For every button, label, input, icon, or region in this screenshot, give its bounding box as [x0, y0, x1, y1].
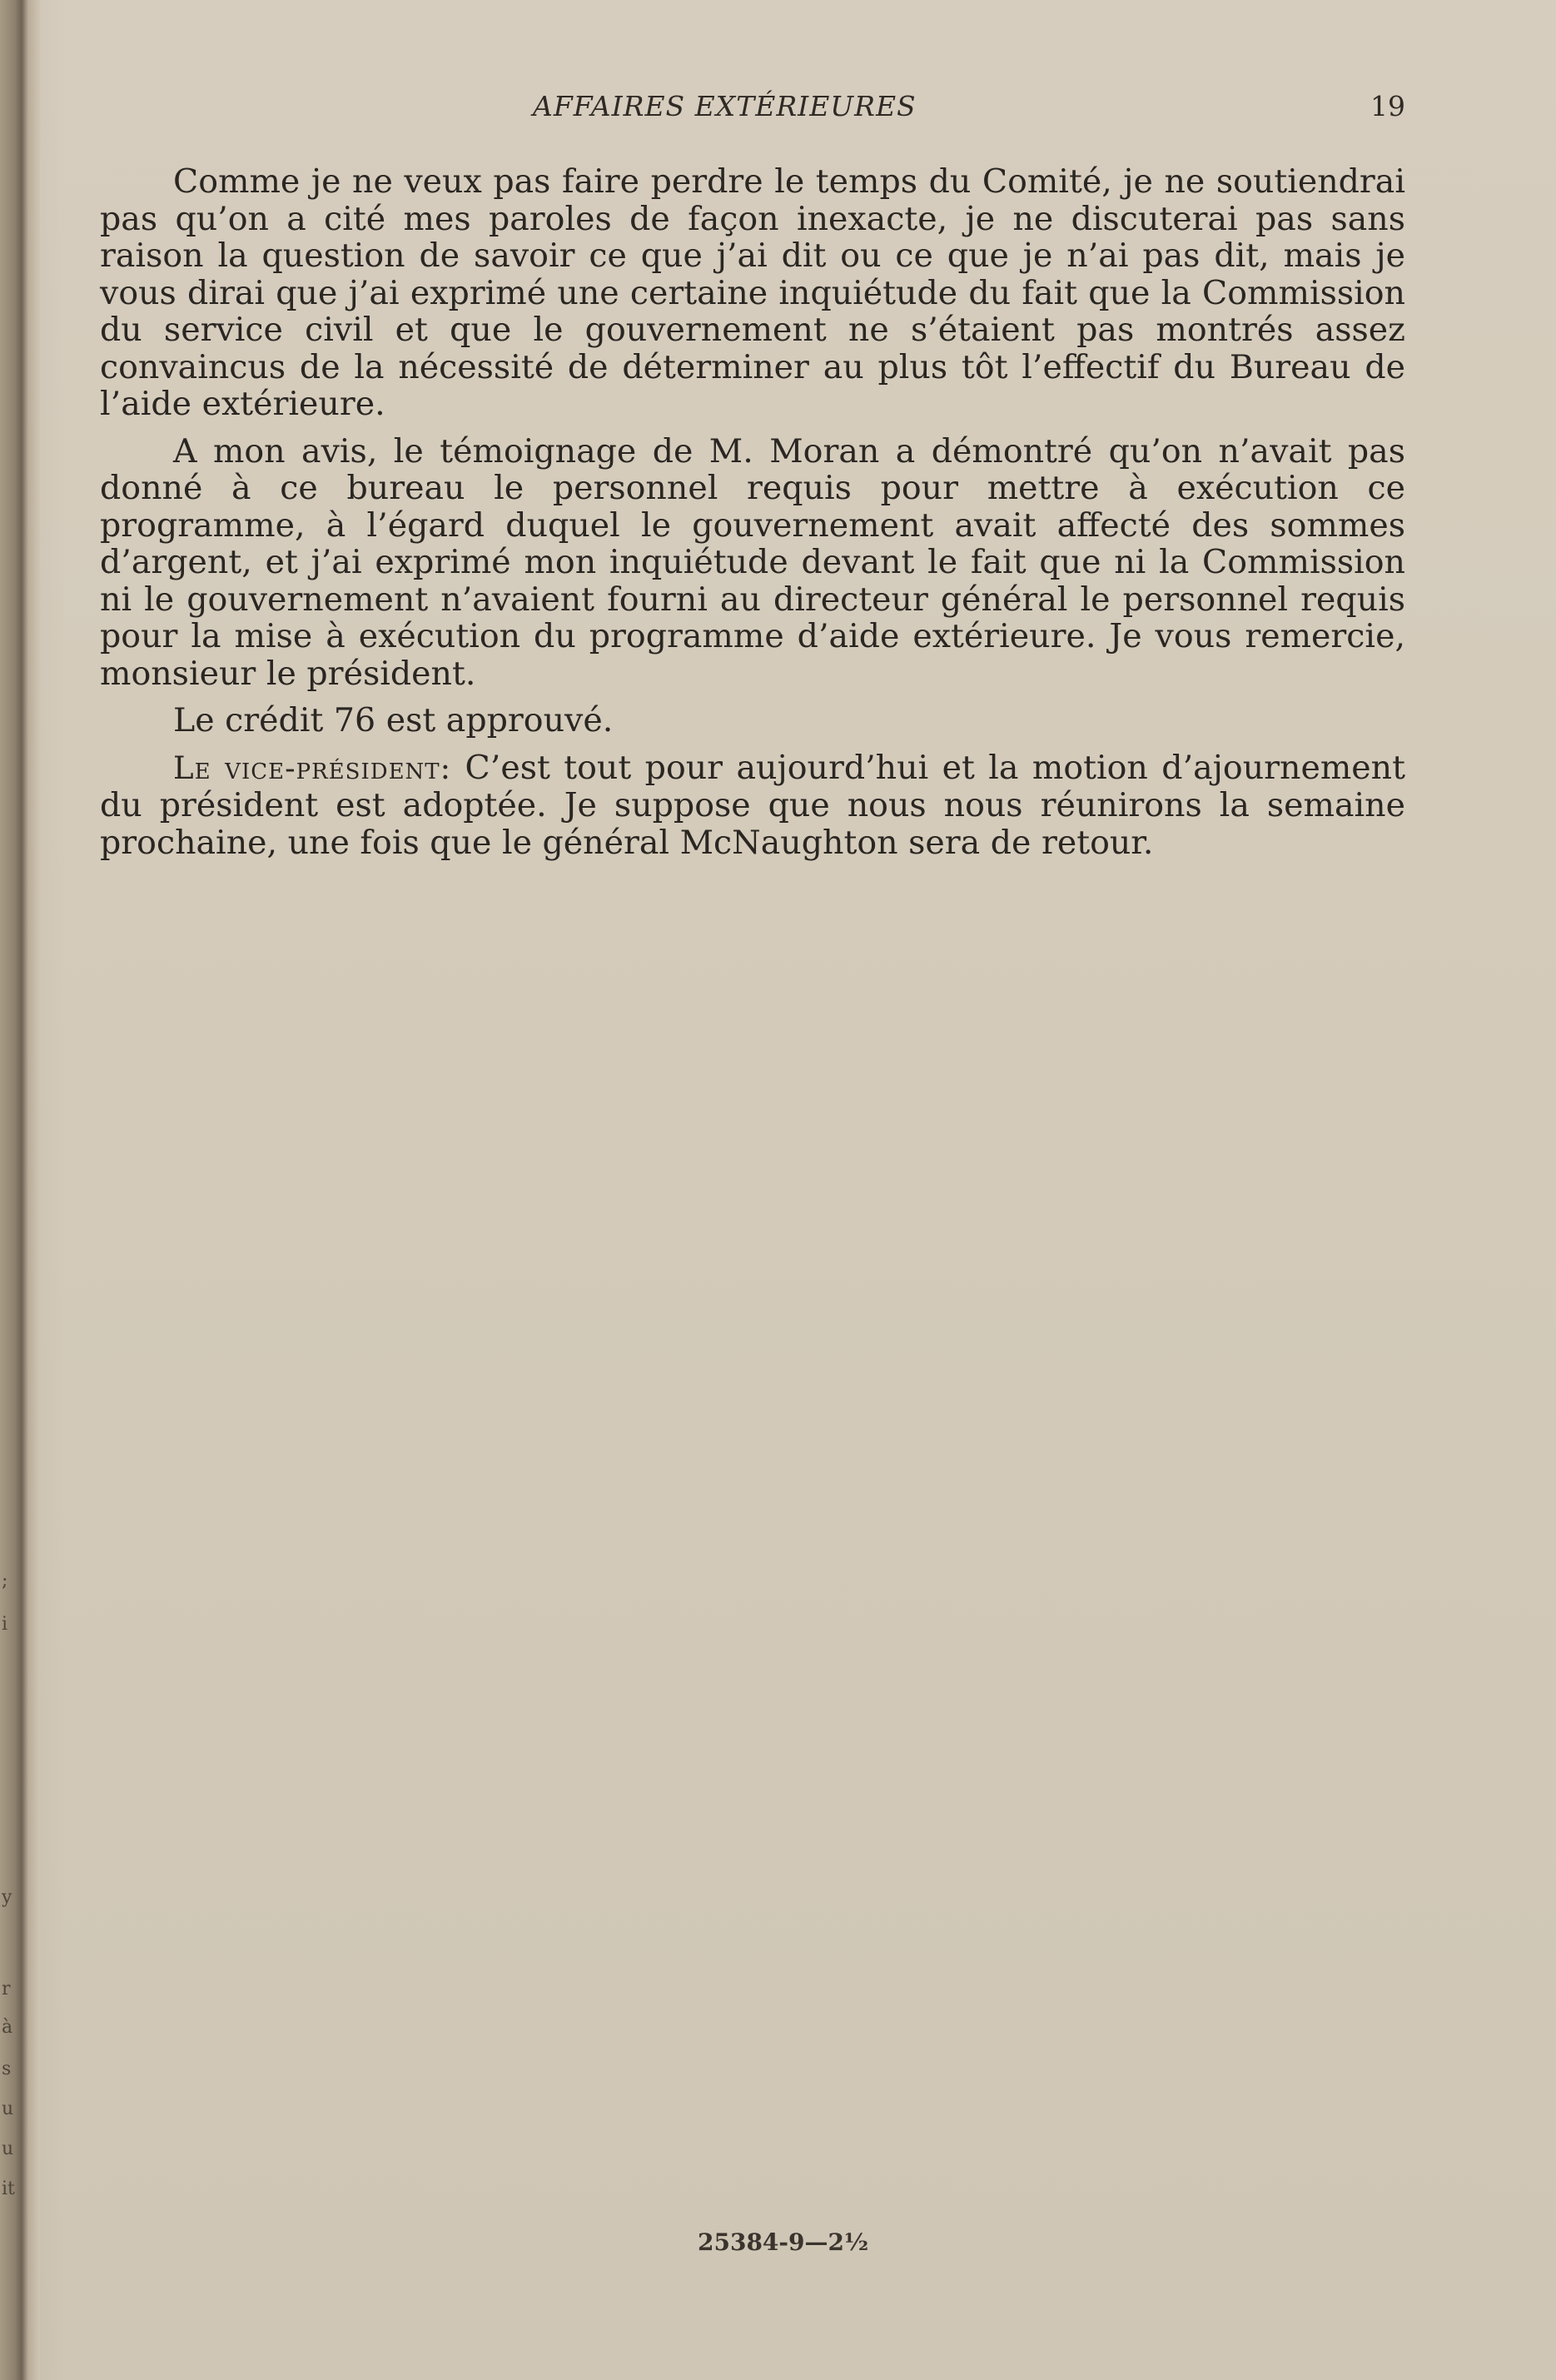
paragraph: Le crédit 76 est approuvé. — [173, 701, 614, 739]
page-number: 19 — [1370, 90, 1405, 122]
margin-bleed-char: ; — [2, 1571, 8, 1591]
print-code: 25384-9—2½ — [698, 2228, 869, 2256]
margin-bleed-char: à — [2, 2017, 13, 2038]
margin-bleed-char: r — [2, 1979, 11, 1999]
page-header — [100, 90, 1405, 127]
body-text — [100, 163, 1405, 871]
speaker-remarks: C’est tout pour aujourd’hui et la motion d’ajournement du président est adoptée. Je suppose que nous nous réunirons la semaine prochaine, une fois que le général McNaughton sera de retour. — [100, 748, 1405, 862]
speaker-label: Le vice-président: — [173, 749, 452, 786]
margin-bleed-char: u — [2, 2099, 14, 2119]
margin-bleed-char: u — [2, 2139, 14, 2159]
margin-bleed-char: s — [2, 2059, 12, 2079]
paragraph: A mon avis, le témoignage de M. Moran a démontré qu’on n’avait pas donné à ce bureau le personnel requis pour mettre à exécution ce programme, à l’égard duquel le gouvernement avait affecté des sommes d’argent, et j’ai exprimé mon inquiétude devant le fait que ni la Commission ni le gouvernement n’avaient fourni au directeur général le personnel requis pour la mise à exécution du programme d’aide extérieure. Je vous remercie, monsieur le président. — [100, 431, 1405, 693]
paragraph — [100, 749, 1405, 862]
margin-bleed-char: y — [2, 1887, 12, 1908]
margin-bleed-char: it — [2, 2178, 15, 2199]
running-title: AFFAIRES EXTÉRIEURES — [533, 90, 917, 122]
paragraph: Comme je ne veux pas faire perdre le temps du Comité, je ne soutiendrai pas qu’on a cité mes paroles de façon inexacte, je ne discuterai pas sans raison la question de savoir ce que j’ai dit ou ce que je n’ai pas dit, mais je vous dirai que j’ai exprimé une certaine inquiétude du fait que la Commission du service civil et que le gouvernement ne s’étaient pas montrés assez convaincus de la nécessité de déterminer au plus tôt l’effectif du Bureau de l’aide extérieure. — [100, 162, 1405, 423]
margin-bleed-char: i — [2, 1614, 8, 1635]
